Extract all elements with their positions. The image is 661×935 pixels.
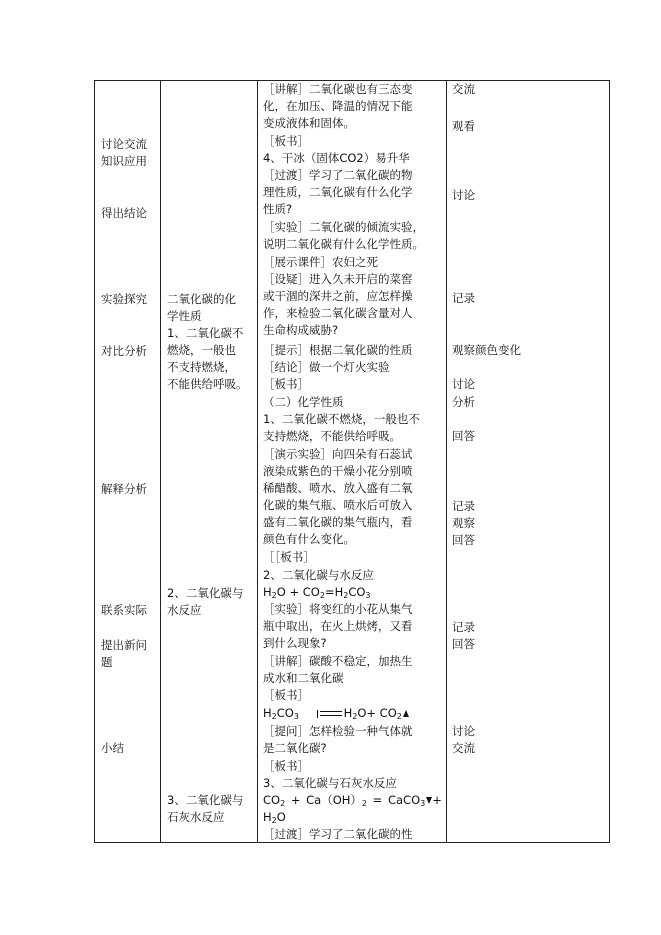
teacher-line: 化碳的集气瓶、喷水后可放入	[263, 498, 413, 512]
student-activity: 分析	[452, 395, 475, 409]
teacher-line: ［提问］怎样检验一种气体就	[263, 724, 413, 738]
teacher-line: 理性质，二氧化碳有什么化学	[263, 185, 413, 199]
student-activity: 观看	[452, 119, 475, 133]
teacher-line: （二）化学性质	[263, 395, 344, 409]
teacher-line: ［过渡］学习了二氧化碳的物	[263, 168, 413, 182]
method-label: 知识应用	[101, 154, 147, 168]
teacher-line: 性质?	[263, 202, 293, 216]
method-label: 实验探究	[101, 292, 147, 306]
teacher-line: 盛有二氧化碳的集气瓶内，看	[263, 515, 413, 529]
student-activity: 交流	[452, 741, 475, 755]
teacher-line: ［板书］	[263, 377, 309, 391]
content-text: 燃烧，一般也	[167, 343, 236, 357]
lesson-table	[94, 80, 610, 843]
gas-arrow-icon	[403, 710, 409, 717]
teacher-line: ［展示课件］农妇之死	[263, 255, 378, 269]
content-text: 不支持燃烧，	[167, 360, 236, 374]
teacher-line: ［提示］根据二氧化碳的性质	[263, 343, 413, 357]
student-activity: 讨论	[452, 724, 475, 738]
teacher-line: 变成液体和固体。	[263, 116, 355, 130]
method-label: 解释分析	[101, 482, 147, 496]
teacher-line: ［演示实验］向四朵有石蕊试	[263, 447, 413, 461]
column-divider	[257, 81, 258, 842]
teacher-line: ［讲解］二氧化碳也有三态变	[263, 82, 413, 96]
student-activity: 观察颜色变化	[452, 343, 521, 357]
teacher-line: ［板书］	[263, 688, 309, 702]
teacher-line: ［板书］	[263, 759, 309, 773]
method-label: 提出新问	[101, 638, 147, 652]
teacher-line: 3、二氧化碳与石灰水反应	[263, 776, 397, 790]
teacher-line: ［讲解］碳酸不稳定，加热生	[263, 654, 413, 668]
content-text: 水反应	[167, 603, 202, 617]
method-label: 得出结论	[101, 206, 147, 220]
content-text: 3、二氧化碳与	[167, 793, 244, 807]
method-label: 对比分析	[101, 344, 147, 358]
student-activity: 观察	[452, 516, 475, 530]
teacher-line: 说明二氧化碳有什么化学性质。	[263, 237, 424, 251]
equation-decompose: $H_2CO_3$ $H_2O+ CO_2$	[263, 705, 409, 725]
equation-h2o-co2: $H_2O + CO_2=H_2CO_3$	[263, 585, 371, 600]
teacher-line: 4、干冰（固体CO2）易升华	[263, 151, 410, 165]
method-label: 题	[101, 655, 113, 669]
teacher-line: ［结论］做一个灯火实验	[263, 360, 390, 374]
equation-limewater: $CO_2 + Ca(OH)_2$ = CaCO$_3$ +	[263, 793, 442, 808]
student-activity: 记录	[452, 620, 475, 634]
student-activity: 回答	[452, 533, 475, 547]
content-text: 不能供给呼吸。	[167, 377, 248, 391]
method-label: 联系实际	[101, 603, 147, 617]
teacher-line: 成水和二氧化碳	[263, 671, 344, 685]
student-activity: 记录	[452, 499, 475, 513]
teacher-line: 稀醋酸、喷水、放入盛有二氧	[263, 481, 413, 495]
teacher-line: ［板书］	[263, 134, 309, 148]
student-activity: 交流	[452, 82, 475, 96]
teacher-line: 液染成紫色的干燥小花分别喷	[263, 464, 413, 478]
teacher-line: ［实验］二氧化碳的倾流实验，	[263, 220, 424, 234]
teacher-line: 作，来检验二氧化碳含量对人	[263, 306, 413, 320]
teacher-line: 生命构成威胁?	[263, 323, 339, 337]
teacher-line: 化，在加压、降温的情况下能	[263, 99, 413, 113]
teacher-line: 是二氧化碳?	[263, 741, 327, 755]
method-label: 小结	[101, 741, 124, 755]
teacher-line: ［过渡］学习了二氧化碳的性	[263, 827, 413, 841]
teacher-line: 2、二氧化碳与水反应	[263, 568, 374, 582]
content-text: 学性质	[167, 309, 202, 323]
teacher-line: 支持燃烧，不能供给呼吸。	[263, 429, 401, 443]
teacher-line: ［实验］将变红的小花从集气	[263, 602, 413, 616]
student-activity: 讨论	[452, 377, 475, 391]
teacher-line: 或干涸的深井之前，应怎样操	[263, 289, 413, 303]
teacher-line: ［设疑］进入久未开启的菜窖	[263, 272, 413, 286]
content-text: 石灰水反应	[167, 810, 225, 824]
student-activity: 记录	[452, 291, 475, 305]
content-text: 2、二氧化碳与	[167, 586, 244, 600]
student-activity: 讨论	[452, 188, 475, 202]
equation-limewater-cont: $H_2O$	[263, 810, 286, 825]
teacher-line: 瓶中取出，在火上烘烤，又看	[263, 619, 413, 633]
teacher-line: 颜色有什么变化。	[263, 532, 355, 546]
teacher-line: 到什么现象?	[263, 636, 327, 650]
content-text: 二氧化碳的化	[167, 292, 236, 306]
method-label: 讨论交流	[101, 137, 147, 151]
student-activity: 回答	[452, 429, 475, 443]
content-text: 1、二氧化碳不	[167, 326, 244, 340]
teacher-line: ［［板书］	[263, 550, 315, 564]
teacher-line: 1、二氧化碳不燃烧，一般也不	[263, 412, 420, 426]
equilibrium-bar	[320, 711, 342, 716]
column-divider	[160, 81, 161, 842]
column-divider	[446, 81, 447, 842]
student-activity: 回答	[452, 637, 475, 651]
